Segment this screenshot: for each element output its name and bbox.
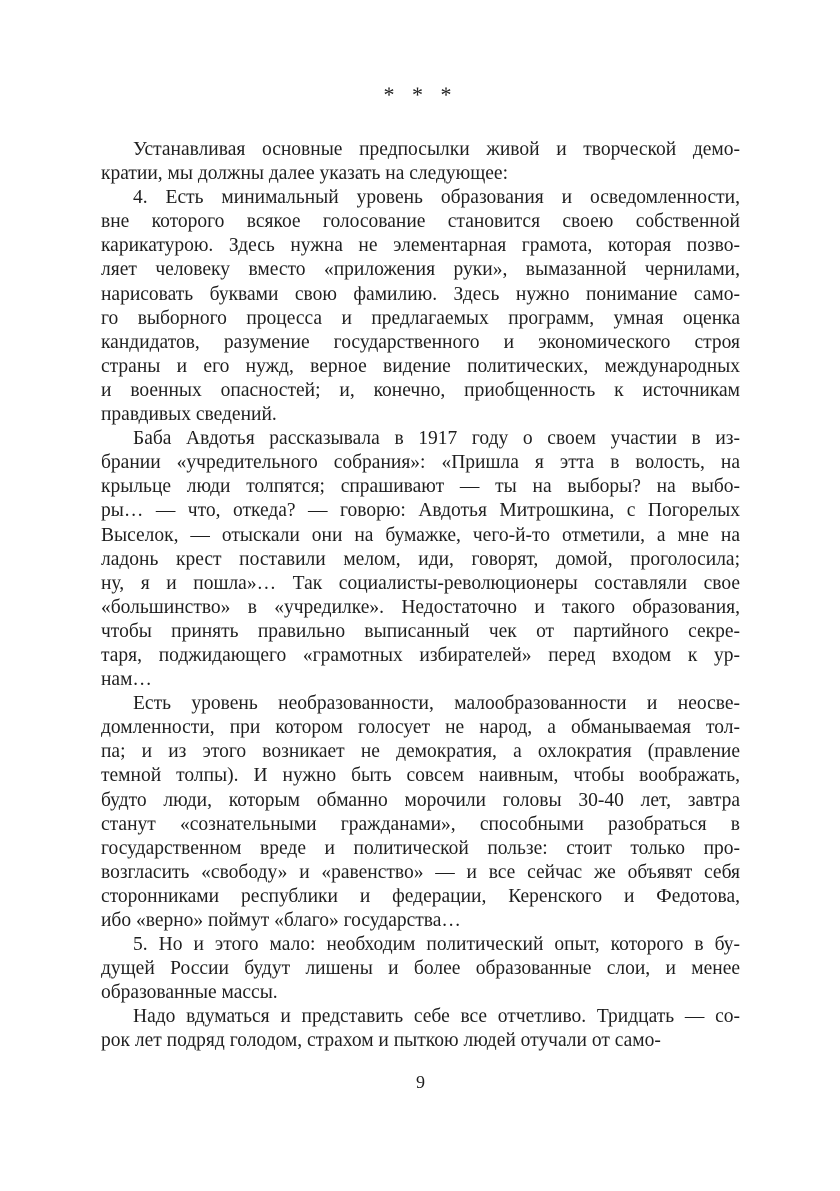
text-line: брании «учредительного собрания»: «Пришла я этта в волость, на [101, 452, 740, 474]
text-line: кандидатов, разумение государственного и экономического строя [101, 331, 740, 353]
paragraph [101, 427, 740, 692]
text-block [101, 138, 740, 1054]
text-line: образованные массы. [101, 982, 278, 1004]
text-line: «большинство» в «учредилке». Недостаточно и такого образования, [101, 596, 740, 618]
text-line: ры… — что, откеда? — говорю: Авдотья Митрошкина, с Погорелых [101, 500, 740, 522]
text-line: правдивых сведений. [101, 404, 277, 426]
paragraph [101, 1005, 740, 1053]
text-line: и военных опасностей; и, конечно, приобщенность к источникам [101, 379, 740, 401]
text-line: ляет человеку вместо «приложения руки», вымазанной чернилами, [101, 259, 740, 281]
text-line: станут «сознательными гражданами», способными разобраться в [101, 813, 740, 835]
text-line: Баба Авдотья рассказывала в 1917 году о своем участии в из- [133, 428, 740, 450]
text-line: карикатурою. Здесь нужна не элементарная грамота, которая позво- [101, 235, 740, 257]
text-line: па; и из этого возникает не демократия, а охлократия (правление [101, 741, 740, 763]
text-line: кратии, мы должны далее указать на следующее: [101, 163, 508, 185]
text-line: нарисовать буквами свою фамилию. Здесь нужно понимание само- [101, 283, 740, 305]
text-line: Надо вдуматься и представить себе все отчетливо. Тридцать — со- [133, 1006, 740, 1028]
paragraph [101, 138, 740, 186]
text-line: 5. Но и этого мало: необходим политический опыт, которого в бу- [133, 934, 740, 956]
text-line: таря, поджидающего «грамотных избирателей» перед входом к ур- [101, 644, 740, 666]
text-line: рок лет подряд голодом, страхом и пыткою людей отучали от само- [101, 1030, 661, 1052]
text-line: домленности, при котором голосует не народ, а обманываемая тол- [101, 717, 740, 739]
text-line: дущей России будут лишены и более образованные слои, и менее [101, 958, 740, 980]
text-line: 4. Есть минимальный уровень образования и осведомленности, [133, 187, 740, 209]
text-line: Есть уровень необразованности, малообразованности и неосве- [133, 693, 740, 715]
text-line: темной толпы). И нужно быть совсем наивным, чтобы воображать, [101, 765, 740, 787]
text-line: крыльце люди толпятся; спрашивают — ты на выборы? на выбо- [101, 476, 740, 498]
paragraph [101, 186, 740, 427]
text-line: будто люди, которым обманно морочили головы 30-40 лет, завтра [101, 789, 740, 811]
page-number: 9 [416, 1072, 425, 1092]
text-line: Устанавливая основные предпосылки живой и творческой демо- [133, 139, 740, 160]
text-line: ладонь крест поставили мелом, иди, говорят, домой, проголосила; [101, 548, 740, 570]
text-line: чтобы принять правильно выписанный чек от партийного секре- [101, 620, 740, 642]
paragraph [101, 933, 740, 1005]
text-line: ну, я и пошла»… Так социалисты-революционеры составляли свое [101, 572, 740, 594]
paragraph [101, 692, 740, 933]
text-line: Выселок, — отыскали они на бумажке, чего-й-то отметили, а мне на [101, 524, 740, 546]
text-line: нам… [101, 669, 152, 691]
text-line: сторонниками республики и федерации, Керенского и Федотова, [101, 885, 740, 907]
text-line: государственном вреде и политической пользе: стоит только про- [101, 837, 740, 859]
text-line: ибо «верно» поймут «благо» государства… [101, 910, 461, 931]
text-line: возгласить «свободу» и «равенство» — и все сейчас же объявят себя [101, 861, 740, 883]
text-line: го выборного процесса и предлагаемых программ, умная оценка [101, 307, 740, 329]
text-line: страны и его нужд, верное видение политических, международных [101, 355, 740, 377]
text-line: вне которого всякое голосование становится своею собственной [101, 211, 740, 233]
section-break-ornament: * * * [383, 82, 458, 107]
